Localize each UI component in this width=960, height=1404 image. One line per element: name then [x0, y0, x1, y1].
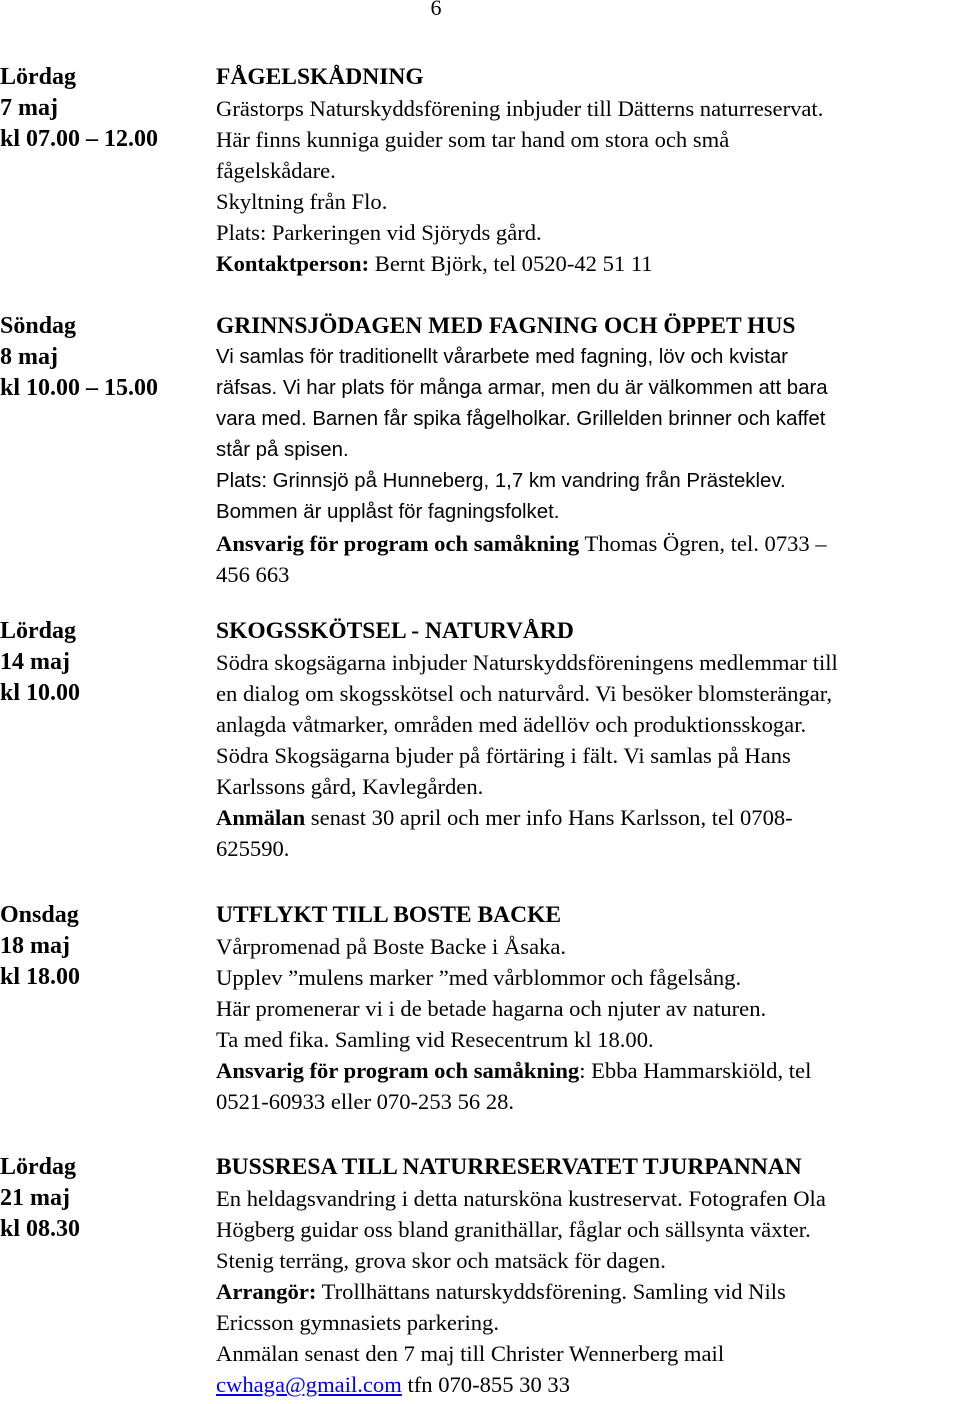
event-text-line: Grästorps Naturskyddsförening inbjuder till Dätterns naturreservat.	[216, 96, 824, 121]
email-link[interactable]: cwhaga@gmail.com	[216, 1372, 402, 1397]
event-text-line: 456 663	[216, 562, 290, 587]
contact-text: : Ebba Hammarskiöld, tel	[579, 1058, 812, 1083]
event-text-line: vara med. Barnen får spika fågelholkar. Grillelden brinner och kaffet	[216, 408, 826, 430]
contact-text: senast 30 april och mer info Hans Karlsson, tel 0708-	[305, 805, 793, 830]
event-day: Lördag	[0, 618, 77, 644]
event-text-line: en dialog om skogsskötsel och naturvård. Vi besöker blomsterängar,	[216, 681, 833, 706]
event-day: Onsdag	[0, 902, 79, 928]
event-text-line: 0521-60933 eller 070-253 56 28.	[216, 1089, 515, 1114]
phone-text: tfn 070-855 30 33	[401, 1372, 570, 1397]
event-date	[0, 900, 205, 993]
event-body	[216, 311, 960, 590]
event-date	[0, 616, 205, 709]
event-text-line: Här promenerar vi i de betade hagarna och njuter av naturen.	[216, 996, 767, 1021]
event-text-line: Södra skogsägarna inbjuder Naturskyddsföreningens medlemmar till	[216, 650, 838, 675]
event-date	[0, 62, 205, 155]
event-day-month: 8 maj	[0, 344, 58, 370]
event-text-line: Södra Skogsägarna bjuder på förtäring i fält. Vi samlas på Hans	[216, 743, 791, 768]
event-day-month: 18 maj	[0, 933, 70, 959]
event-text-line: 625590.	[216, 836, 290, 861]
event-title: SKOGSSKÖTSEL - NATURVÅRD	[216, 618, 574, 644]
contact-label: Ansvarig för program och samåkning	[216, 531, 580, 556]
event-text-line: Högberg guidar oss bland granithällar, fåglar och sällsynta växter.	[216, 1217, 811, 1242]
event-text-line: Ericsson gymnasiets parkering.	[216, 1310, 499, 1335]
contact-label: Ansvarig för program och samåkning	[216, 1058, 580, 1083]
event-body	[216, 62, 960, 279]
event-title: UTFLYKT TILL BOSTE BACKE	[216, 902, 562, 928]
contact-label: Kontaktperson:	[216, 251, 370, 276]
event-time: kl 18.00	[0, 964, 81, 990]
event-text-line: Anmälan senast den 7 maj till Christer Wennerberg mail	[216, 1341, 725, 1366]
event-text-line: Skyltning från Flo.	[216, 189, 388, 214]
event-time: kl 08.30	[0, 1216, 81, 1242]
event-text-line: Upplev ”mulens marker ”med vårblommor och fågelsång.	[216, 965, 742, 990]
contact-label: Arrangör:	[216, 1279, 317, 1304]
event-day: Lördag	[0, 1154, 77, 1180]
event-contact-line	[216, 1369, 960, 1400]
event-text-line: Vårpromenad på Boste Backe i Åsaka.	[216, 934, 567, 959]
event-body	[216, 1152, 960, 1400]
event-date	[0, 311, 205, 404]
contact-text: Bernt Björk, tel 0520-42 51 11	[369, 251, 653, 276]
page-number: 6	[430, 0, 442, 20]
event-day: Lördag	[0, 64, 77, 90]
event-body	[216, 616, 960, 864]
event-time: kl 10.00 – 15.00	[0, 375, 159, 401]
event-title: BUSSRESA TILL NATURRESERVATET TJURPANNAN	[216, 1154, 802, 1180]
event-text-line: Plats: Parkeringen vid Sjöryds gård.	[216, 220, 542, 245]
event-text-line: fågelskådare.	[216, 158, 336, 183]
event-text-line: räfsas. Vi har plats för många armar, men du är välkommen att bara	[216, 377, 828, 399]
event-day-month: 21 maj	[0, 1185, 70, 1211]
event-day-month: 14 maj	[0, 649, 70, 675]
event-body	[216, 900, 960, 1117]
event-text-line: Vi samlas för traditionellt vårarbete med fagning, löv och kvistar	[216, 346, 788, 368]
event-time: kl 07.00 – 12.00	[0, 126, 159, 152]
contact-text: Trollhättans naturskyddsförening. Samling vid Nils	[316, 1279, 786, 1304]
event-text-line: står på spisen.	[216, 439, 349, 461]
event-title: FÅGELSKÅDNING	[216, 64, 424, 90]
event-text-line: Stenig terräng, grova skor och matsäck för dagen.	[216, 1248, 666, 1273]
event-day: Söndag	[0, 313, 77, 339]
event-text-line: anlagda våtmarker, områden med ädellöv och produktionsskogar.	[216, 712, 807, 737]
event-contact-line	[216, 1276, 960, 1307]
event-text-line: Plats: Grinnsjö på Hunneberg, 1,7 km vandring från Prästeklev.	[216, 470, 786, 492]
contact-label: Anmälan	[216, 805, 306, 830]
event-contact-line	[216, 1055, 960, 1086]
event-text-line: Karlssons gård, Kavlegården.	[216, 774, 484, 799]
event-time: kl 10.00	[0, 680, 81, 706]
event-day-month: 7 maj	[0, 95, 58, 121]
event-contact-line	[216, 248, 960, 279]
event-contact-line	[216, 802, 960, 833]
event-title: GRINNSJÖDAGEN MED FAGNING OCH ÖPPET HUS	[216, 313, 796, 339]
event-text-line: Här finns kunniga guider som tar hand om stora och små	[216, 127, 730, 152]
event-text-line: Bommen är upplåst för fagningsfolket.	[216, 501, 560, 523]
event-text-line: Ta med fika. Samling vid Resecentrum kl 18.00.	[216, 1027, 654, 1052]
event-contact-line	[216, 528, 960, 559]
event-text-line: En heldagsvandring i detta natursköna kustreservat. Fotografen Ola	[216, 1186, 826, 1211]
contact-text: Thomas Ögren, tel. 0733 –	[579, 531, 827, 556]
event-date	[0, 1152, 205, 1245]
